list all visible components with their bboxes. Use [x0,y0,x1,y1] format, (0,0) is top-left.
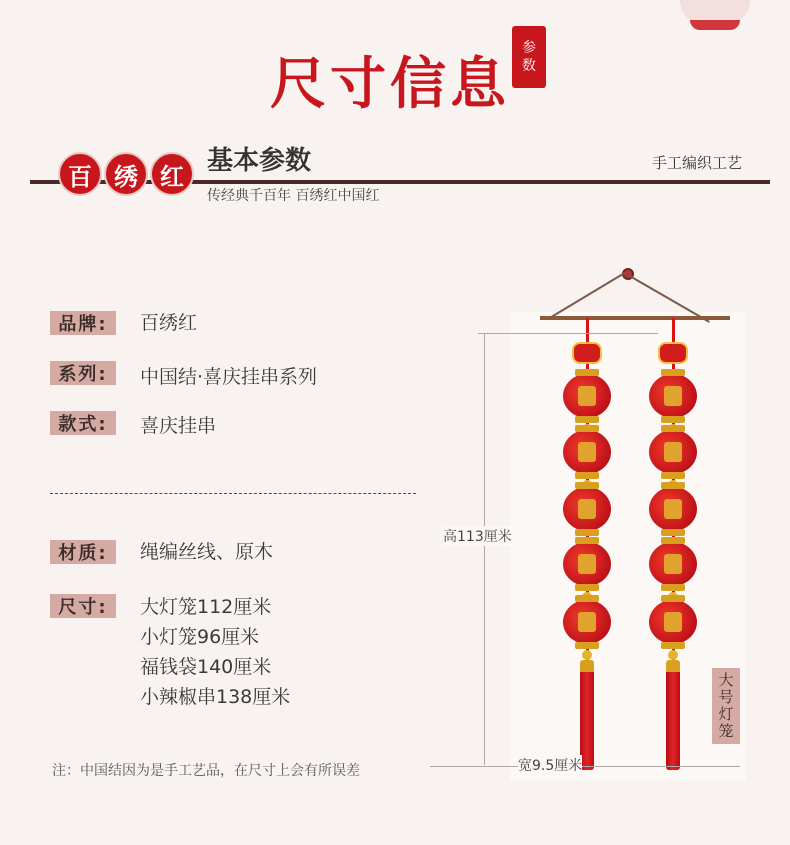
chinese-knot [658,342,688,364]
lantern-pattern [664,499,682,519]
bead [582,650,592,660]
brand-label: 品牌: [50,311,116,335]
lantern [563,600,611,644]
craft-text: 手工编织工艺 [652,154,743,172]
series-value: 中国结·喜庆挂串系列 [140,366,318,388]
size-item: 福钱袋140厘米 [140,656,272,678]
section-title: 基本参数 [207,146,312,176]
lantern [649,430,697,474]
dashed-divider [50,493,416,494]
width-dimension-line [430,766,740,767]
section-subtitle: 传经典千百年 百绣红中国红 [207,188,380,204]
seal-stamp [512,26,546,88]
bead [668,650,678,660]
seal-char-2: 数 [522,58,536,74]
width-label: 宽9.5厘米 [518,755,582,775]
lantern [563,430,611,474]
size-tag: 大号灯笼 [712,668,740,744]
brand-value: 百绣红 [140,312,198,334]
chinese-knot [572,342,602,364]
size-item: 小灯笼96厘米 [140,626,260,648]
lantern-pattern [664,386,682,406]
lantern [649,487,697,531]
lantern [563,487,611,531]
size-item: 小辣椒串138厘米 [140,686,291,708]
lantern-pattern [578,386,596,406]
lantern [649,542,697,586]
wooden-rod [540,316,730,320]
size-label: 尺寸: [50,594,116,618]
height-label: 高113厘米 [443,526,512,546]
height-dimension-line [484,333,485,765]
logo-char-3: 红 [150,152,194,196]
material-value: 绳编丝线、原木 [140,541,274,563]
corner-decoration [680,0,750,26]
lantern-pattern [578,612,596,632]
style-label: 款式: [50,411,116,435]
logo-char-2: 绣 [104,152,148,196]
height-top-tick [478,333,658,334]
lantern [649,600,697,644]
lantern [563,542,611,586]
material-label: 材质: [50,540,116,564]
lantern-pattern [578,554,596,574]
page-title: 尺寸信息 [270,51,510,117]
lantern-pattern [664,554,682,574]
size-item: 大灯笼112厘米 [140,596,272,618]
lantern-pattern [578,442,596,462]
lantern-pattern [664,612,682,632]
series-label: 系列: [50,361,116,385]
lantern [563,374,611,418]
product-image [510,312,746,780]
footnote: 注：中国结因为是手工艺品，在尺寸上会有所误差 [52,763,360,779]
style-value: 喜庆挂串 [140,415,217,437]
tassel [666,672,680,770]
lantern [649,374,697,418]
lantern-pattern [664,442,682,462]
logo-char-1: 百 [58,152,102,196]
size-list [140,592,290,712]
seal-char-1: 参 [522,40,536,56]
lantern-pattern [578,499,596,519]
